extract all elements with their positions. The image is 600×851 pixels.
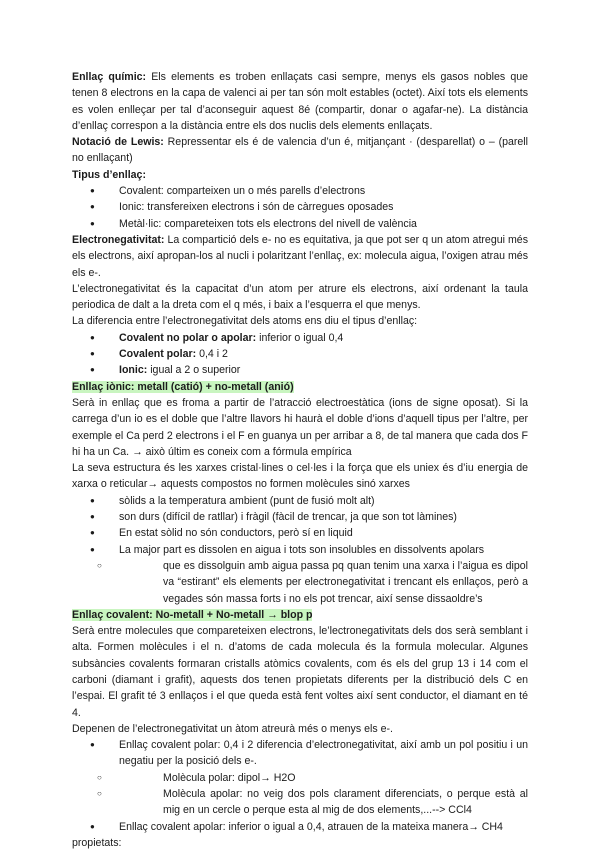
paragraph-electronegativitat: Electronegativitat: La compartició dels e- no es equitativa, ja que pot ser q un atom atregui més els electrons, així apropan-los al nucli i polaritzant l’enllaç, ex: molecula aigua, l’oxigen atrau més els e-.	[72, 233, 528, 279]
sublist	[72, 558, 528, 607]
list-propietats-ionic	[72, 493, 528, 607]
term-electronegativitat: Electronegativitat:	[72, 233, 165, 246]
list-item: ● La major part es dissolen en aigua i tots son insolubles en dissolvents apolars ○ que es dissolguin amb aigua passa pq quan tenim una xarxa i l’aigua es dipol va “estirant” els elements per electronegativitat i trencant els enllaços, però a vegades són massa forts i no els pot trencar, així sense dissaoldre’s	[72, 542, 528, 607]
list-covalent	[72, 737, 528, 835]
list-item: ● Enllaç covalent apolar: inferior o igual a 0,4, atrauen de la mateixa manera→ CH4	[72, 819, 528, 835]
sublist-item: ○ Molècula polar: dipol→ H2O	[72, 770, 528, 786]
term-notacio-lewis: Notació de Lewis:	[72, 136, 164, 149]
list-item: ● Ionic: transfereixen electrons i són de càrregues oposades	[72, 199, 528, 215]
paragraph: Depenen de l’electronegativitat un àtom atreurà més o menys els e-.	[72, 722, 393, 735]
paragraph: Serà entre molecules que compareteixen electrons, le’lectronegativitats dels dos serà semblant i alta. Formen molècules i el n. d’atoms de cada molecula és la formula molecular. Algunes subsàncies covalents formaran cristalls atòmics covalents, com és els del grup 13 i 14 com el carboni (diamant i grafit), aquests dos tenen propietats diferents per la distribució dels C en l’espai. El grafit té 3 enllaços i el que queda està fent voltes així sent conductor, el diamant en té 4.	[72, 625, 528, 719]
list-item: ● sòlids a la temperatura ambient (punt de fusió molt alt)	[72, 493, 528, 509]
sublist-item: ○ que es dissolguin amb aigua passa pq quan tenim una xarxa i l’aigua es dipol va “estirant” els elements per electronegativitat i trencant els enllaços, però a vegades són massa forts i no els pot trencar, així sense dissaoldre’s	[72, 558, 528, 607]
sublist-item: ○ Molècula apolar: no veig dos pols clarament diferenciats, o perque està al mig en un cercle o perque esta al mig de dos elements,...--> CCl4	[72, 786, 528, 819]
document-page	[72, 69, 528, 851]
list-item: ● Covalent: comparteixen un o més parells d’electrons	[72, 183, 528, 199]
paragraph-trailing: propietats:	[72, 836, 122, 849]
paragraph-notacio-lewis: Notació de Lewis: Repressentar els é de valencia d’un é, mitjançant · (desparellat) o – (parell no enllaçant)	[72, 136, 529, 165]
term-enllac-quimic: Enllaç químic:	[72, 71, 147, 83]
heading-enllac-covalent: Enllaç covalent: No-metall + No-metall → blop p	[72, 608, 313, 621]
list-item: ● En estat sòlid no són conductors, però sí en liquid	[72, 525, 528, 541]
list-item: ● Ionic: igual a 2 o superior	[72, 362, 528, 378]
paragraph: L’electronegativitat és la capacitat d’un atom per atrure els electrons, així ordenant la taula periodica de dalt a la dreta com el q més, i baix a l’esquerra el que menys.	[72, 282, 528, 312]
list-item: ● son durs (difícil de ratllar) i fràgil (fàcil de trencar, ja que son tot làmines)	[72, 509, 528, 525]
list-diferencia	[72, 330, 528, 379]
list-item: ● Covalent polar: 0,4 i 2	[72, 346, 528, 362]
paragraph-enllac-quimic: Enllaç químic: Els elements es troben enllaçats casi sempre, menys els gasos nobles que tenen 8 electrons en la capa de valenci ai per tan són molt estables (octet). Així tots els elements es volen enlleçar per tal d’aconseguir aquest 8é (compartir, donar o agafar-ne). La distància d’enllaç correspon a la distància entre els dos nuclis dels elements enllaçats.	[72, 71, 528, 132]
sublist	[72, 770, 528, 819]
list-item: ● Metàl·lic: compareteixen tots els electrons del nivell de valència	[72, 216, 528, 232]
paragraph: Serà in enllaç que es froma a partir de l’atracció electroestàtica (ions de signe oposat). Si la carrega d’un io es el doble que l’altre llavors hi haurà el doble d’ions d’aquell tipus per l’altre, per exemple el Ca perd 2 electrons i el F en guanya un per arribar a 8, de tal manera que cada dos F hi ha un Ca. → això últim es coneix com a fórmula empírica	[72, 396, 528, 458]
list-item: ● Covalent no polar o apolar: inferior o igual 0,4	[72, 330, 528, 346]
heading-tipus-enllac: Tipus d’enllaç:	[72, 168, 146, 181]
list-item: ● Enllaç covalent polar: 0,4 i 2 diferencia d’electronegativitat, així amb un pol positiu i un negatiu per la posició dels e-. ○ Molècula polar: dipol→ H2O ○ Molècula apolar: no veig dos pols clarament diferenciats, o perque està al mig en un cercle o perque esta al mig de dos elements,...--> CCl4	[72, 737, 528, 818]
paragraph: La seva estructura és les xarxes cristal·lines o cel·les i la força que els uniex és d’iu energia de xarxa o reticular→ aquests compostos no formen molècules sinó xarxes	[72, 462, 528, 491]
list-tipus-enllac	[72, 183, 528, 232]
heading-enllac-ionic: Enllaç iònic: metall (catió) + no-metall (anió)	[72, 380, 294, 393]
paragraph: La diferencia entre l’electronegativitat dels atoms ens diu el tipus d’enllaç:	[72, 315, 418, 328]
